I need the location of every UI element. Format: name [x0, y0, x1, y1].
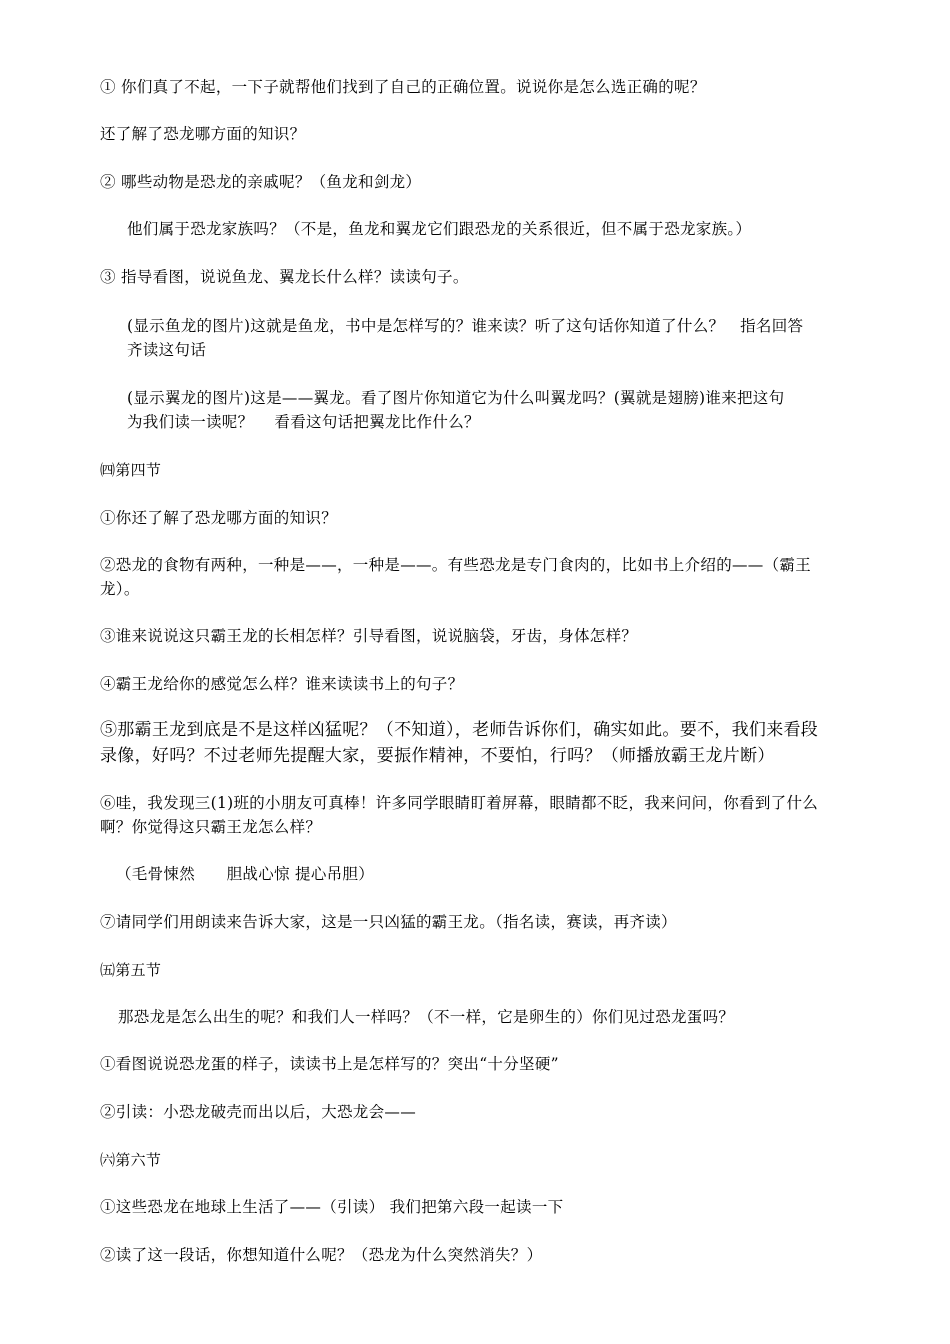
paragraph-s5-q1: ①看图说说恐龙蛋的样子，读读书上是怎样写的？突出“十分坚硬”: [100, 1055, 559, 1073]
paragraph-s4-q5-line2: 录像，好吗？不过老师先提醒大家，要振作精神，不要怕，行吗？（师播放霸王龙片断）: [100, 746, 775, 766]
paragraph-s6-q2: ②读了这一段话，你想知道什么呢？（恐龙为什么突然消失？）: [100, 1246, 543, 1264]
section-heading-6: ㈥第六节: [100, 1151, 162, 1169]
paragraph-pterosaur-line1: (显示翼龙的图片)这是——翼龙。看了图片你知道它为什么叫翼龙吗？(翼就是翅膀)谁来把这句: [127, 389, 785, 407]
paragraph-s5-intro: 那恐龙是怎么出生的呢？和我们人一样吗？（不一样，它是卵生的）你们见过恐龙蛋吗？: [118, 1008, 735, 1026]
paragraph-fish-dragon-line2: 齐读这句话: [127, 341, 207, 359]
paragraph-s4-q2-line2: 龙）。: [100, 580, 140, 598]
paragraph-q1: ① 你们真了不起，一下子就帮他们找到了自己的正确位置。说说你是怎么选正确的呢？: [100, 78, 706, 96]
paragraph-fish-dragon-line1: (显示鱼龙的图片)这就是鱼龙，书中是怎样写的？谁来读？听了这句话你知道了什么？ 指名回答: [127, 317, 804, 335]
section-heading-5: ㈤第五节: [100, 961, 162, 979]
paragraph-s4-q2-line1: ②恐龙的食物有两种，一种是——，一种是——。有些恐龙是专门食肉的，比如书上介绍的——（霸王: [100, 556, 812, 574]
paragraph-pterosaur-line2: 为我们读一读呢？ 看看这句话把翼龙比作什么？: [127, 413, 480, 431]
section-heading-4: ㈣第四节: [100, 461, 162, 479]
paragraph-knowledge-question: 还了解了恐龙哪方面的知识？: [100, 125, 306, 143]
paragraph-s4-q7: ⑦请同学们用朗读来告诉大家，这是一只凶猛的霸王龙。（指名读，赛读，再齐读）: [100, 913, 677, 931]
paragraph-s4-q3: ③谁来说说这只霸王龙的长相怎样？引导看图，说说脑袋，牙齿，身体怎样？: [100, 627, 638, 645]
paragraph-s5-q2: ②引读：小恐龙破壳而出以后，大恐龙会——: [100, 1103, 417, 1121]
paragraph-s4-q1: ①你还了解了恐龙哪方面的知识？: [100, 509, 338, 527]
paragraph-s4-q4: ④霸王龙给你的感觉怎么样？谁来读读书上的句子？: [100, 675, 464, 693]
paragraph-q2: ② 哪些动物是恐龙的亲戚呢？（鱼龙和剑龙）: [100, 173, 422, 191]
paragraph-s4-q5-line1: ⑤那霸王龙到底是不是这样凶猛呢？（不知道），老师告诉你们，确实如此。要不，我们来看段: [100, 720, 819, 740]
paragraph-q3: ③ 指导看图，说说鱼龙、翼龙长什么样？读读句子。: [100, 268, 469, 286]
paragraph-idioms: （毛骨悚然 胆战心惊 提心吊胆）: [116, 865, 375, 883]
paragraph-s4-q6-line2: 啊？你觉得这只霸王龙怎么样？: [100, 818, 322, 836]
paragraph-family-question: 他们属于恐龙家族吗？（不是，鱼龙和翼龙它们跟恐龙的关系很近，但不属于恐龙家族。）: [127, 220, 752, 238]
paragraph-s6-q1: ①这些恐龙在地球上生活了——（引读） 我们把第六段一起读一下: [100, 1198, 564, 1216]
paragraph-s4-q6-line1: ⑥哇，我发现三(1)班的小朋友可真棒！许多同学眼睛盯着屏幕，眼睛都不眨，我来问问，你看到了什么: [100, 794, 819, 812]
